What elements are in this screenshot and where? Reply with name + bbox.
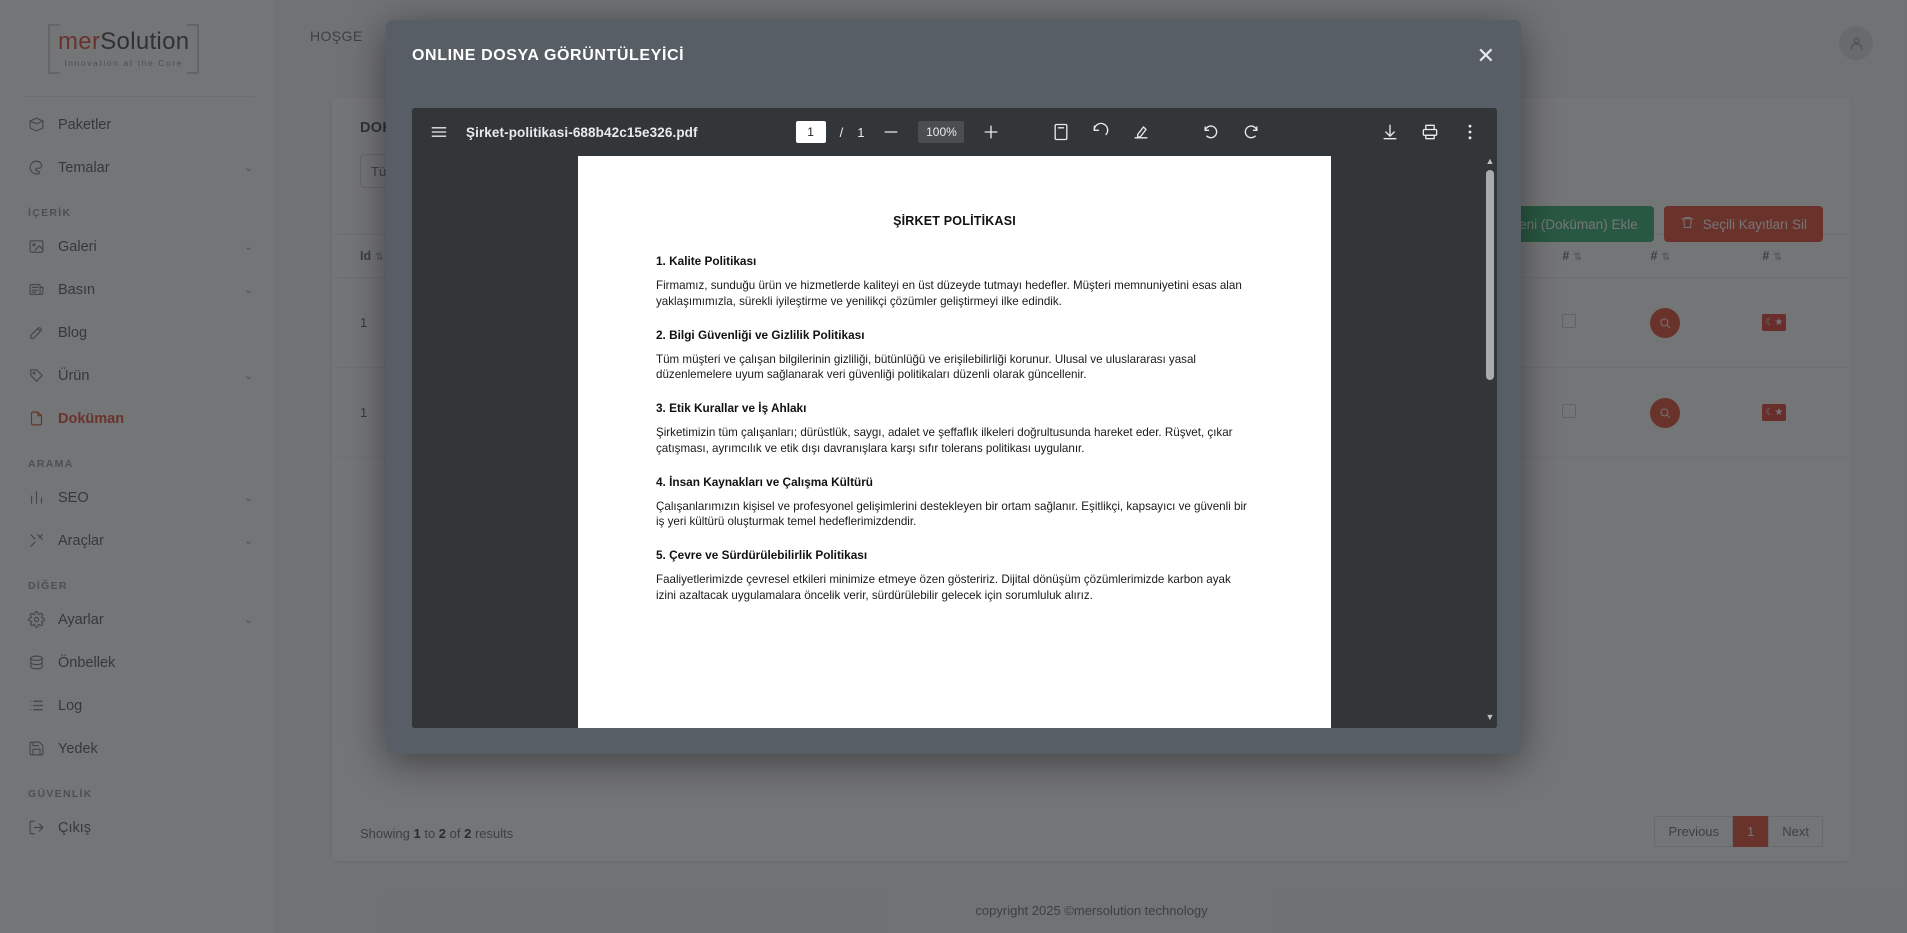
- pdf-viewer: [412, 108, 1497, 728]
- file-viewer-modal: [386, 20, 1521, 754]
- document-heading: 1. Kalite Politikası: [656, 254, 757, 268]
- pdf-page: [578, 156, 1331, 728]
- rotate-icon[interactable]: [1088, 119, 1114, 145]
- document-heading: 3. Etik Kurallar ve İş Ahlakı: [656, 401, 807, 416]
- document-heading: 2. Bilgi Güvenliği ve Gizlilik Politikası: [656, 327, 865, 342]
- modal-title: ONLINE DOSYA GÖRÜNTÜLEYİCİ: [412, 47, 685, 64]
- plus-icon[interactable]: [978, 119, 1004, 145]
- document-paragraph: Çalışanlarımızın kişisel ve profesyonel gelişimlerini destekleyen bir ortam sağlanır. Eşitlikçi, kapsayıcı ve güvenli bir iş yeri kültürü oluşturmak temel hedeflerimizdendir.: [656, 499, 1247, 529]
- redo-icon[interactable]: [1238, 119, 1264, 145]
- modal-header: [386, 20, 1521, 92]
- close-icon[interactable]: ✕: [1476, 43, 1495, 68]
- document-paragraph: Şirketimizin tüm çalışanları; dürüstlük, saygı, adalet ve şeffaflık ilkeleri doğrultusunda hareket eder. Rüşvet, çıkar çatışması, ayrımcılık ve etik dışı davranışlara karşı sıfır tolerans politikası uygulanır.: [656, 426, 1233, 455]
- more-vertical-icon[interactable]: [1457, 119, 1483, 145]
- document-paragraph: Tüm müşteri ve çalışan bilgilerinin gizliliği, bütünlüğü ve erişilebilirliği korunur. Ulusal ve uluslararası yasal düzenlemelere uyum sağlanarak veri güvenliği politikaları düzenli olarak güncellenir.: [656, 352, 1196, 382]
- scroll-up-arrow-icon[interactable]: ▲: [1485, 156, 1495, 166]
- hamburger-icon[interactable]: [426, 119, 452, 145]
- pdf-filename: Şirket-politikasi-688b42c15e326.pdf: [466, 124, 698, 140]
- zoom-level[interactable]: 100%: [918, 121, 964, 143]
- document-heading: 5. Çevre ve Sürdürülebilirlik Politikası: [656, 548, 868, 563]
- page-separator: /: [839, 124, 844, 140]
- document-paragraph: Firmamız, sunduğu ürün ve hizmetlerde kaliteyi en üst düzeyde tutmayı hedefler. Müşteri memnuniyetini esas alan yaklaşımımızla, sürekli iyileştirme ve yenilikçi çözümler geliştirmeyi ilke edindik.: [656, 279, 1242, 308]
- page-total: 1: [857, 124, 865, 140]
- scrollbar-thumb[interactable]: [1486, 170, 1494, 380]
- document-title: ŞİRKET POLİTİKASI: [893, 214, 1016, 228]
- pdf-page-stage[interactable]: [412, 156, 1497, 728]
- fit-page-icon[interactable]: [1048, 119, 1074, 145]
- document-heading: 4. İnsan Kaynakları ve Çalışma Kültürü: [656, 474, 874, 489]
- download-icon[interactable]: [1377, 119, 1403, 145]
- minus-icon[interactable]: [878, 119, 904, 145]
- highlight-icon[interactable]: [1128, 119, 1154, 145]
- print-icon[interactable]: [1417, 119, 1443, 145]
- pdf-scrollbar[interactable]: [1483, 156, 1497, 728]
- undo-icon[interactable]: [1198, 119, 1224, 145]
- pdf-toolbar: [412, 108, 1497, 156]
- document-paragraph: Faaliyetlerimizde çevresel etkileri minimize etmeye özen gösteririz. Dijital dönüşüm çözümlerimizde karbon ayak izini azaltacak uygulamalara öncelik verir, sürdürülebilir gelecek için sorumluluk alırız.: [656, 573, 1231, 602]
- page-number-input[interactable]: 1: [796, 121, 826, 143]
- scroll-down-arrow-icon[interactable]: ▼: [1485, 712, 1495, 722]
